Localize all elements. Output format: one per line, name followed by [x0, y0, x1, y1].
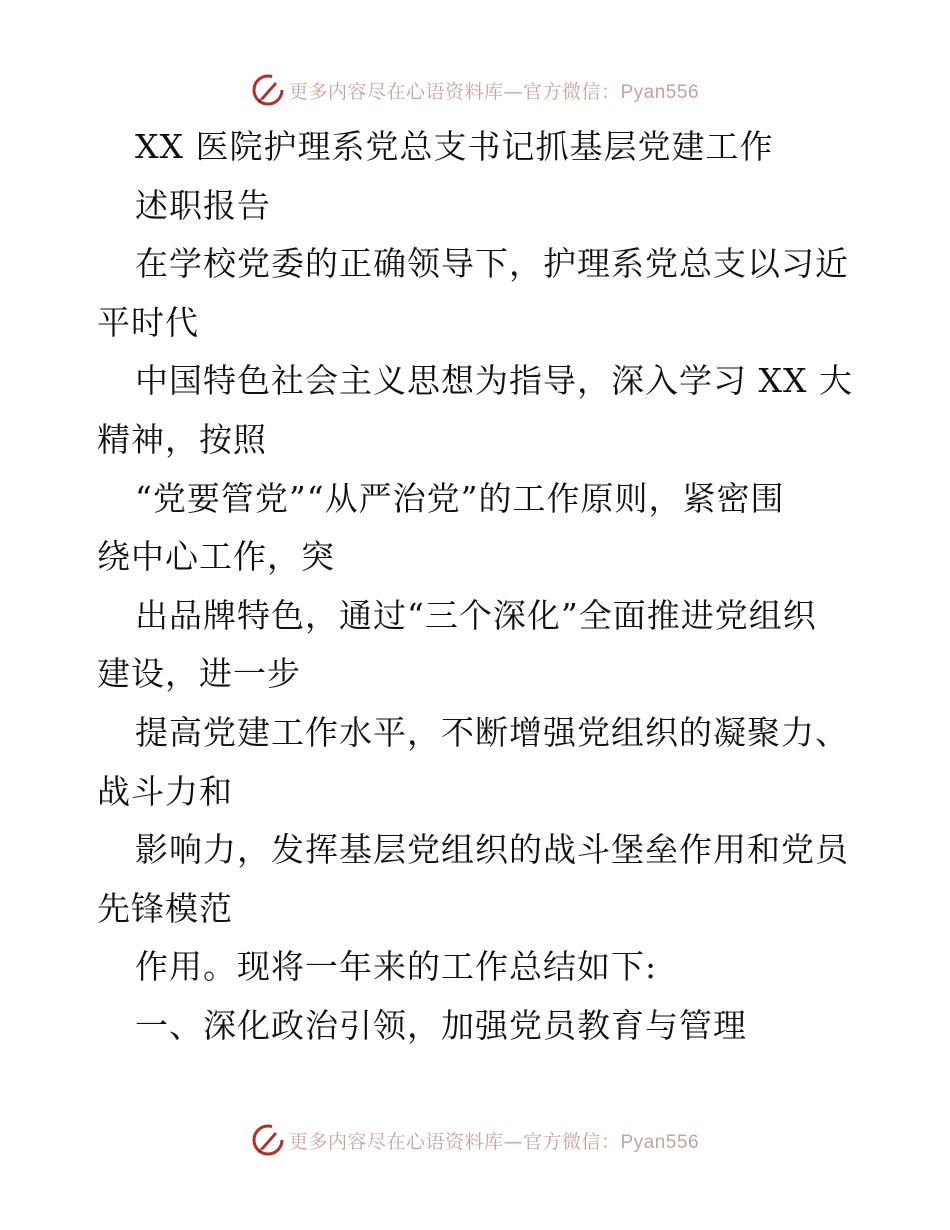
footer-watermark [0, 1120, 950, 1160]
doc-line: 作用。现将一年来的工作总结如下: [135, 947, 658, 987]
doc-line: 在学校党委的正确领导下，护理系党总支以习近 [135, 244, 849, 284]
doc-line: “党要管党”“从严治党”的工作原则，紧密围 [135, 478, 785, 518]
doc-line: 建设，进一步 [97, 654, 301, 694]
doc-line: 影响力，发挥基层党组织的战斗堡垒作用和党员 [135, 830, 849, 870]
doc-line: 中国特色社会主义思想为指导，深入学习 XX 大 [135, 361, 853, 401]
document-body [97, 118, 857, 1056]
quill-pen-logo-icon [251, 73, 285, 107]
doc-line: 先锋模范 [97, 888, 233, 928]
doc-line: 战斗力和 [97, 771, 233, 811]
doc-line: 出品牌特色，通过“三个深化”全面推进党组织 [135, 595, 817, 635]
doc-line: 提高党建工作水平，不断增强党组织的凝聚力、 [135, 712, 849, 752]
doc-line: 精神，按照 [97, 419, 267, 459]
watermark-text: 更多内容尽在心语资料库—官方微信：Pyan556 [288, 80, 700, 103]
header-watermark [0, 70, 950, 110]
doc-line: 平时代 [97, 302, 199, 342]
quill-pen-logo-icon [251, 1123, 285, 1157]
watermark-text: 更多内容尽在心语资料库—官方微信：Pyan556 [288, 1130, 700, 1153]
doc-line: 一、深化政治引领，加强党员教育与管理 [135, 1005, 747, 1045]
doc-line: 述职报告 [135, 185, 271, 225]
doc-line: XX 医院护理系党总支书记抓基层党建工作 [135, 127, 774, 166]
doc-line: 绕中心工作，突 [97, 537, 335, 577]
